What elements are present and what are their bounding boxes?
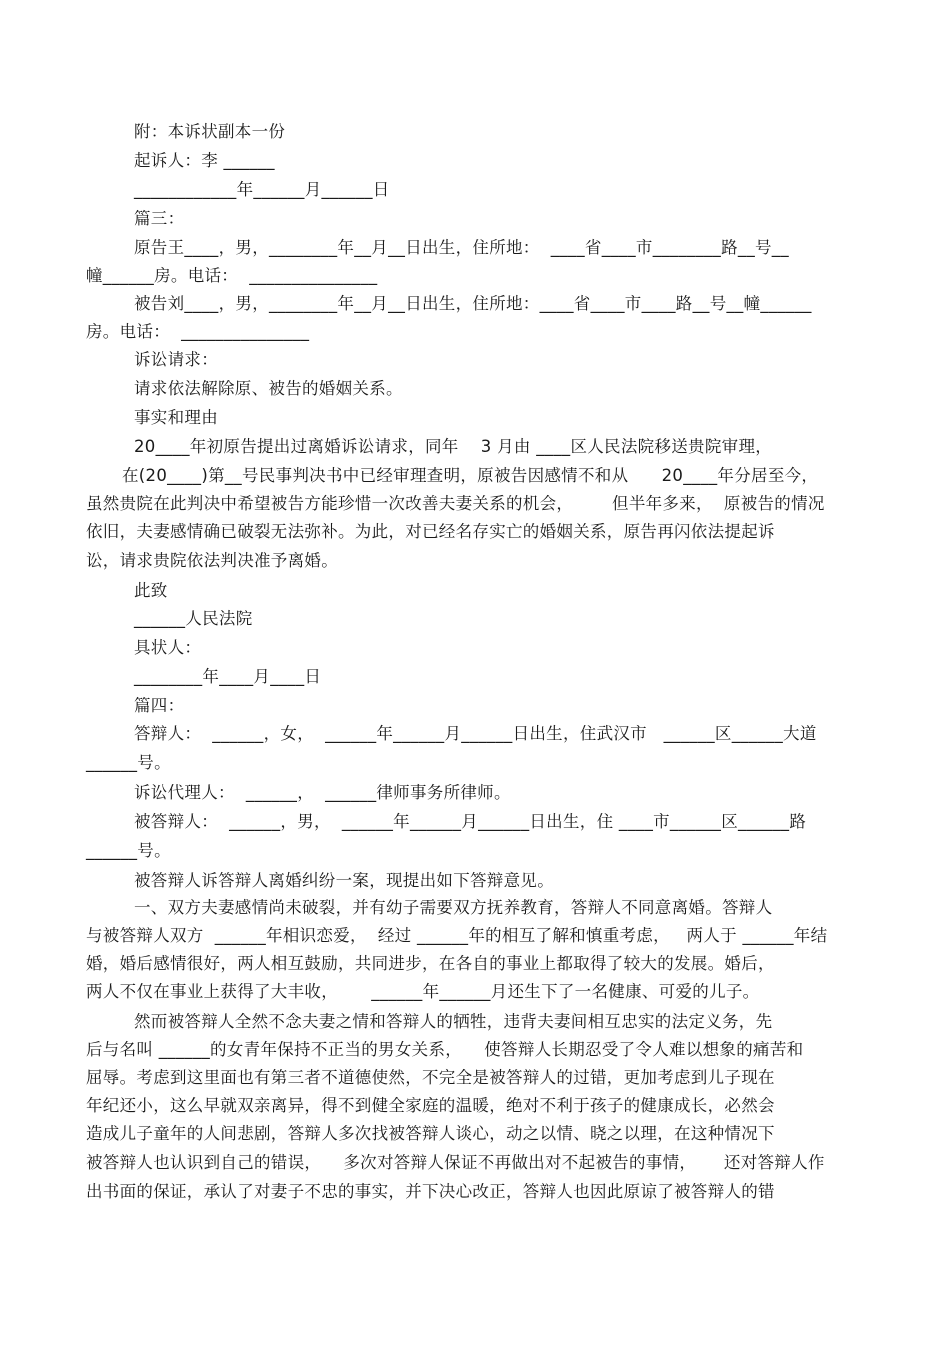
defendant-info-cont: 房。电话： _______________ — [86, 322, 310, 341]
defense-line: 被答辩人也认识到自己的错误， 多次对答辩人保证不再做出对不起被告的事情， 还对答辩人作 — [86, 1153, 825, 1172]
defense-line: 出书面的保证，承认了对妻子不忠的事实，并下决心改正，答辩人也因此原谅了被答辩人的错 — [86, 1182, 775, 1201]
facts-line: 20____年初原告提出过离婚诉讼请求，同年 3 月由 ____区人民法院移送贵院审理， — [134, 437, 773, 456]
plaintiff-signature: 起诉人：李 ______ — [134, 151, 275, 170]
court-name: ______人民法院 — [134, 609, 253, 628]
plaintiff-info-cont: 幢______房。电话： _______________ — [86, 266, 378, 285]
applicant-info: 被答辩人： ______，男， ______年______月______日出生，住 ____市______区______路 — [134, 812, 807, 831]
salutation: 此致 — [134, 581, 168, 600]
facts-heading: 事实和理由 — [134, 408, 218, 427]
attachment-note: 附：本诉状副本一份 — [134, 122, 286, 141]
defense-line: 年纪还小，这么早就双亲离异，得不到健全家庭的温暖，绝对不利于孩子的健康成长，必然会 — [86, 1096, 775, 1115]
facts-line: 虽然贵院在此判决中希望被告方能珍惜一次改善夫妻关系的机会， 但半年多来， 原被告的情况 — [86, 494, 825, 513]
date-line: ____________年______月______日 — [134, 180, 390, 199]
claims-text: 请求依法解除原、被告的婚姻关系。 — [134, 379, 403, 398]
defense-intro: 被答辩人诉答辩人离婚纠纷一案，现提出如下答辩意见。 — [134, 871, 554, 890]
section-heading-3: 篇三： — [134, 209, 185, 228]
defense-line: 一、双方夫妻感情尚未破裂，并有幼子需要双方抚养教育，答辩人不同意离婚。答辩人 — [134, 898, 773, 917]
facts-line: 讼，请求贵院依法判决准予离婚。 — [86, 551, 338, 570]
applicant-info-cont: ______号。 — [86, 841, 171, 860]
defense-line: 然而被答辩人全然不念夫妻之情和答辩人的牺牲，违背夫妻间相互忠实的法定义务，先 — [134, 1012, 773, 1031]
facts-line: 依旧，夫妻感情确已破裂无法弥补。为此，对已经名存实亡的婚姻关系，原告再闪依法提起诉 — [86, 522, 775, 541]
claims-heading: 诉讼请求： — [134, 350, 218, 369]
section-heading-4: 篇四： — [134, 696, 185, 715]
defense-line: 后与名叫 ______的女青年保持不正当的男女关系， 使答辩人长期忍受了令人难以想象的痛苦和 — [86, 1040, 804, 1059]
defense-line: 两人不仅在事业上获得了大丰收， ______年______月还生下了一名健康、可爱的儿子。 — [86, 982, 760, 1001]
respondent-info: 答辩人： ______，女， ______年______月______日出生，住武汉市 ______区______大道 — [134, 724, 817, 743]
defense-line: 婚，婚后感情很好，两人相互鼓励，共同进步，在各自的事业上都取得了较大的发展。婚后， — [86, 954, 775, 973]
filer-label: 具状人： — [134, 638, 202, 657]
defendant-info: 被告刘____，男，________年__月__日出生，住所地：____省____市____路__号__幢______ — [134, 294, 812, 313]
respondent-info-cont: ______号。 — [86, 753, 171, 772]
defense-line: 造成儿子童年的人间悲剧，答辩人多次找被答辩人谈心，动之以情、晓之以理，在这种情况下 — [86, 1124, 775, 1143]
facts-line: 在(20____)第__号民事判决书中已经审理查明，原被告因感情不和从 20____年分居至今， — [122, 466, 819, 485]
date-line: ________年____月____日 — [134, 667, 322, 686]
defense-line: 屈辱。考虑到这里面也有第三者不道德使然，不完全是被答辩人的过错，更加考虑到儿子现在 — [86, 1068, 775, 1087]
plaintiff-info: 原告王____，男，________年__月__日出生，住所地： ____省____市________路__号__ — [134, 238, 789, 257]
defense-line: 与被答辩人双方 ______年相识恋爱， 经过 ______年的相互了解和慎重考虑， 两人于 ______年结 — [86, 926, 828, 945]
agent-info: 诉讼代理人： ______， ______律师事务所律师。 — [134, 783, 511, 802]
